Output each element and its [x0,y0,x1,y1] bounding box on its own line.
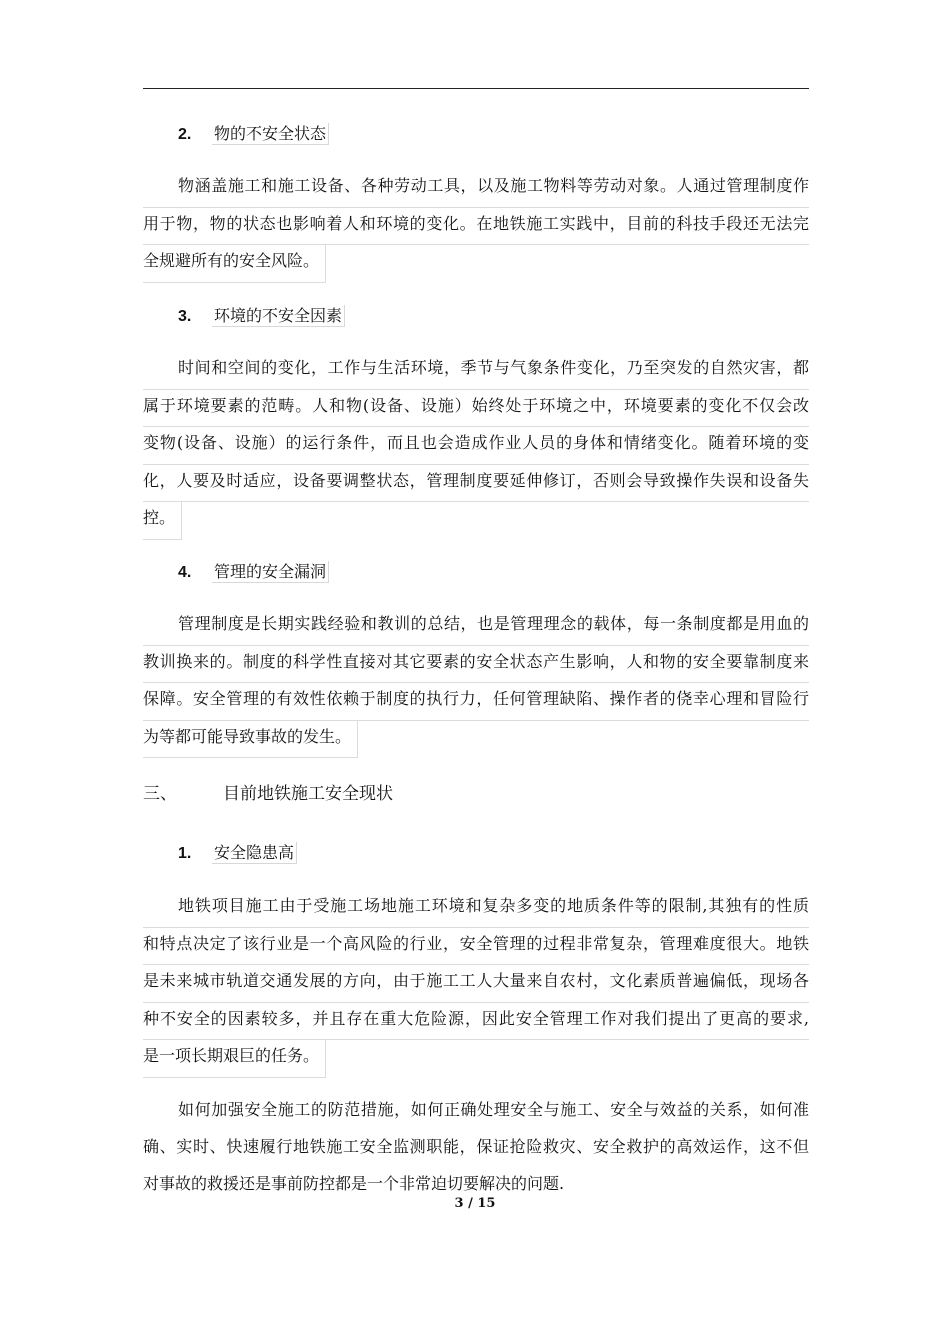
paragraph-line: 控。 [143,502,182,540]
subheading-number: 4. [178,564,192,581]
paragraph-line: 化，人要及时适应，设备要调整状态，管理制度要延伸修订，否则会导致操作失误和设备失 [143,465,809,503]
paragraph-management [143,608,809,758]
paragraph-environment [143,352,809,540]
paragraph-objects [143,170,809,283]
paragraph-line: 属于环境要素的范畴。人和物(设备、设施）始终处于环境之中，环境要素的变化不仅会改 [143,390,809,428]
paragraph-line: 全规避所有的安全风险。 [143,245,326,283]
subheading-4 [178,560,329,585]
paragraph-line: 变物(设备、设施）的运行条件，而且也会造成作业人员的身体和情绪变化。随着环境的变 [143,427,809,465]
paragraph-line: 是未来城市轨道交通发展的方向，由于施工工人大量来自农村，文化素质普遍偏低，现场各 [143,965,809,1003]
subheading-number: 3. [178,308,192,325]
paragraph-line: 教训换来的。制度的科学性直接对其它要素的安全状态产生影响，人和物的安全要靠制度来 [143,646,809,684]
paragraph-line: 用于物，物的状态也影响着人和环境的变化。在地铁施工实践中，目前的科技手段还无法完 [143,208,809,246]
section-heading [143,780,393,808]
paragraph-line: 对事故的救援还是事前防控都是一个非常迫切要解决的问题. [143,1174,565,1193]
paragraph-line: 是一项长期艰巨的任务。 [143,1040,326,1078]
paragraph-line: 物涵盖施工和施工设备、各种劳动工具，以及施工物料等劳动对象。人通过管理制度作 [143,170,809,208]
section-title: 目前地铁施工安全现状 [223,784,393,804]
header-rule [143,88,809,89]
subheading-1 [178,841,297,866]
paragraph-line: 管理制度是长期实践经验和教训的总结，也是管理理念的载体，每一条制度都是用血的 [143,608,809,646]
paragraph-hazards [143,890,809,1078]
subheading-3 [178,304,345,329]
subheading-number: 1. [178,845,192,862]
subheading-title: 安全隐患高 [212,842,297,864]
paragraph-line: 为等都可能导致事故的发生。 [143,721,358,759]
paragraph-line: 和特点决定了该行业是一个高风险的行业，安全管理的过程非常复杂，管理难度很大。地铁 [143,928,809,966]
paragraph-line: 保障。安全管理的有效性依赖于制度的执行力，任何管理缺陷、操作者的侥幸心理和冒险行 [143,683,809,721]
paragraph-measures [143,1094,809,1205]
page-number: 3 / 15 [454,1196,496,1211]
subheading-2 [178,122,329,147]
section-number: 三、 [143,784,177,804]
subheading-title: 物的不安全状态 [212,123,329,145]
paragraph-line: 如何加强安全施工的防范措施，如何正确处理安全与施工、安全与效益的关系，如何准 [178,1100,809,1119]
subheading-title: 管理的安全漏洞 [212,561,329,583]
subheading-title: 环境的不安全因素 [212,305,345,327]
subheading-number: 2. [178,126,192,143]
paragraph-line: 确、实时、快速履行地铁施工安全监测职能，保证抢险救灾、安全救护的高效运作，这不但 [143,1137,809,1156]
paragraph-line: 种不安全的因素较多，并且存在重大危险源，因此安全管理工作对我们提出了更高的要求, [143,1003,809,1041]
paragraph-line: 时间和空间的变化，工作与生活环境，季节与气象条件变化，乃至突发的自然灾害，都 [143,352,809,390]
paragraph-line: 地铁项目施工由于受施工场地施工环境和复杂多变的地质条件等的限制,其独有的性质 [143,890,809,928]
